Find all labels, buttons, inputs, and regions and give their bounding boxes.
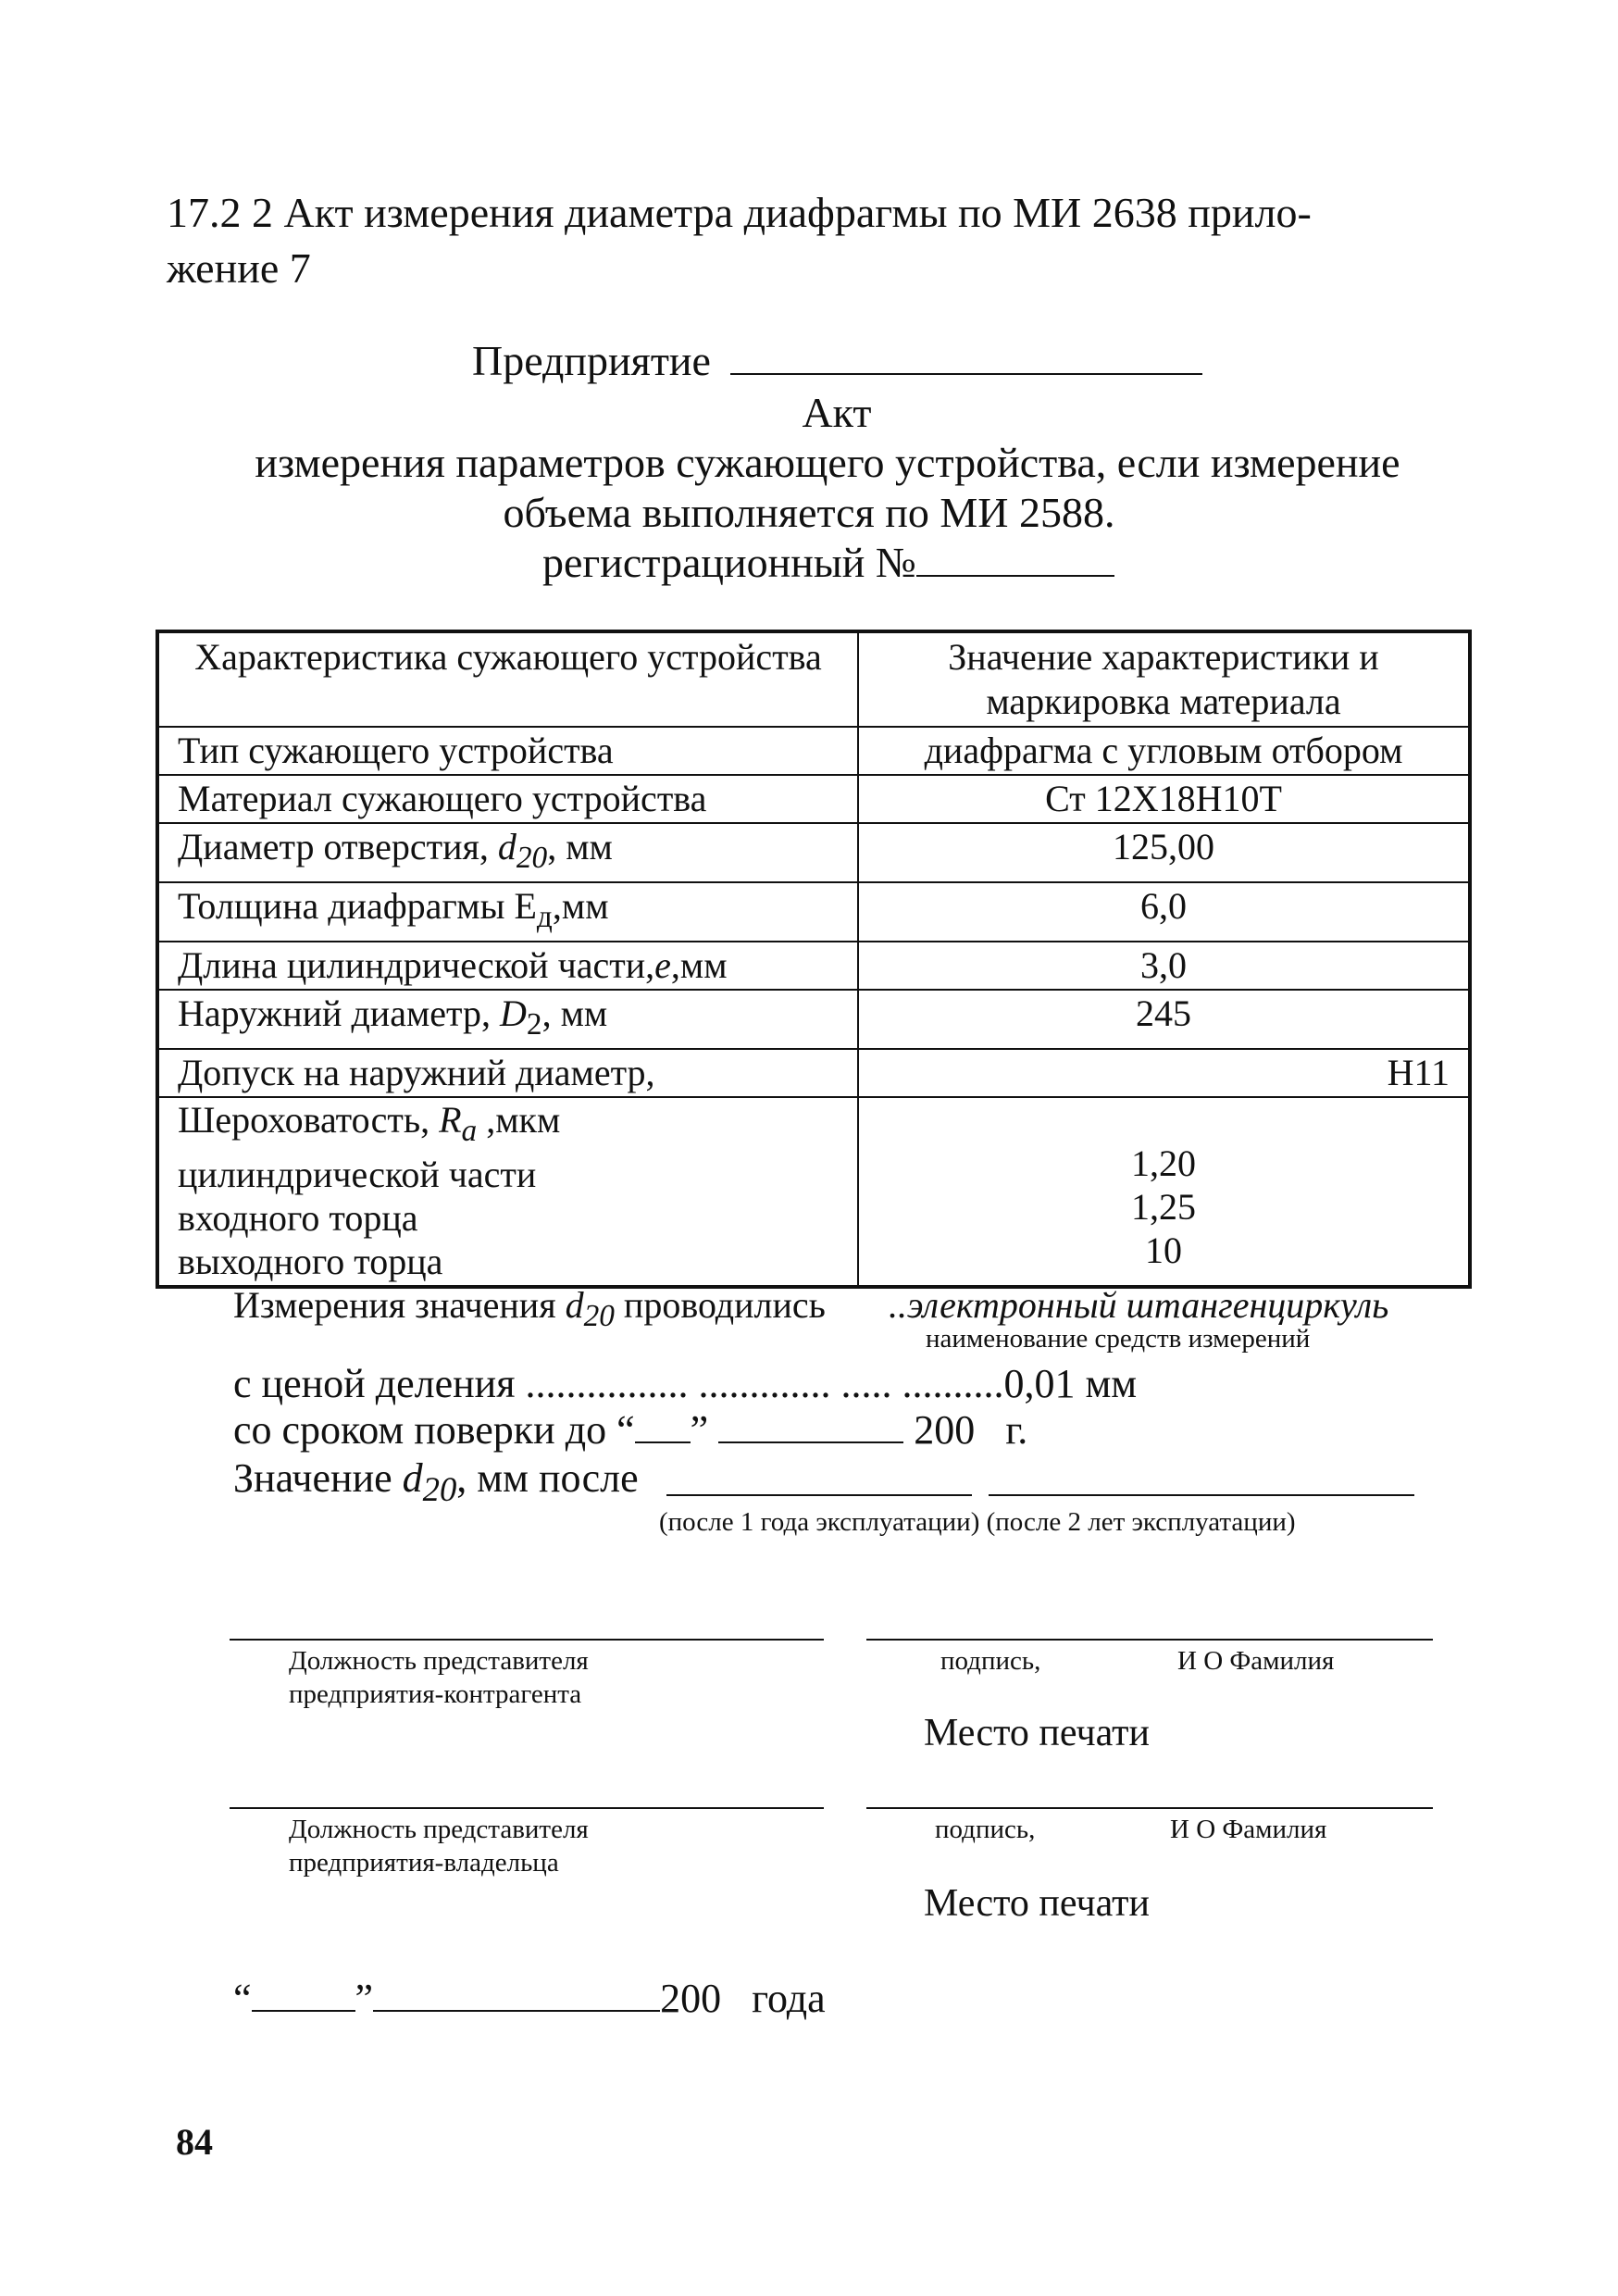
quote-open: “ (233, 1976, 252, 2021)
signature-name-label: И О Фамилия (1170, 1815, 1327, 1844)
division-dots: ................ ............. ..... .......... (525, 1361, 1004, 1406)
date-day-blank[interactable] (252, 2010, 355, 2012)
enterprise-line (472, 335, 1202, 387)
act-title: Акт (802, 389, 872, 436)
registration-blank[interactable] (916, 575, 1114, 577)
table-row (157, 823, 1470, 882)
table-row (157, 775, 1470, 823)
table-row (157, 727, 1470, 775)
header-characteristic: Характеристика сужающего устройства (157, 631, 858, 727)
verification-label: со сроком поверки до (233, 1407, 607, 1453)
registration-line (542, 537, 1114, 589)
after-label: Значение (233, 1455, 403, 1501)
after-year1-blank[interactable] (666, 1494, 972, 1496)
table-header-row (157, 631, 1470, 727)
row-name-text: Длина цилиндрической части, (178, 944, 655, 986)
row-name-text: Диаметр отверстия, (178, 826, 498, 867)
roughness-item-label: выходного торца (178, 1241, 443, 1282)
row-name-text: Допуск на наружний диаметр, (178, 1052, 655, 1093)
quote-close: ” (690, 1407, 709, 1453)
row-name-text: Материал сужающего устройства (178, 778, 707, 819)
signature-position (289, 1813, 589, 1879)
signature-sign-label: подпись, (935, 1815, 1036, 1844)
table-row (157, 942, 1470, 990)
after-caption: (после 1 года эксплуатации) (после 2 лет эксплуатации) (659, 1507, 1296, 1537)
symbol-e: е (654, 944, 671, 986)
verification-month-blank[interactable] (718, 1441, 903, 1443)
row-name (157, 1049, 858, 1097)
division-label: с ценой деления (233, 1361, 516, 1406)
registration-label: регистрационный № (542, 539, 916, 586)
after-year2-blank[interactable] (989, 1494, 1414, 1496)
row-name (157, 775, 858, 823)
division-value: 0,01 мм (1003, 1361, 1138, 1406)
row-name (157, 882, 858, 942)
subscript-20: 20 (422, 1469, 457, 1508)
row-value: 3,0 (858, 942, 1470, 990)
signature-position-rule[interactable] (230, 1639, 824, 1641)
subscript-d: д (536, 900, 553, 934)
row-value: диафрагма с угловым отбором (858, 727, 1470, 775)
act-subtitle-line-1: измерения параметров сужающего устройства, если измерение (255, 439, 1400, 486)
subscript-20: 20 (583, 1299, 615, 1333)
device-parameters-table (156, 630, 1472, 1289)
row-value (858, 1097, 1470, 1287)
row-name-text: Наружний диаметр, (178, 992, 500, 1034)
date-month-blank[interactable] (373, 2010, 660, 2012)
symbol-d: d (565, 1284, 584, 1326)
table-row-roughness (157, 1097, 1470, 1287)
unit-text: ,мм (670, 944, 728, 986)
symbol-d: d (497, 826, 517, 867)
signature-position-rule[interactable] (230, 1807, 824, 1809)
row-value: Ст 12Х18Н10Т (858, 775, 1470, 823)
roughness-item-value: 1,20 (1131, 1142, 1196, 1184)
instrument-value: ..электронный штангенциркуль (889, 1284, 1389, 1326)
division-line (233, 1359, 1137, 1409)
section-heading-line-1: 17.2 2 Акт измерения диаметра диафрагмы по МИ 2638 прило- (167, 189, 1312, 236)
symbol-R: R (439, 1099, 462, 1141)
enterprise-label: Предприятие (472, 337, 711, 384)
date-line (233, 1974, 826, 2024)
unit-text: , мм (541, 992, 608, 1034)
stamp-place: Место печати (924, 1882, 1151, 1925)
measurement-label-post: проводились (614, 1284, 826, 1326)
roughness-title (178, 1098, 839, 1153)
row-value: 245 (858, 990, 1470, 1049)
roughness-title-text: Шероховатость, (178, 1099, 440, 1141)
row-name (157, 942, 858, 990)
signature-name-label: И О Фамилия (1177, 1646, 1335, 1676)
enterprise-blank[interactable] (730, 373, 1202, 375)
signature-sign-label: подпись, (940, 1646, 1041, 1676)
roughness-item-value: 10 (1145, 1229, 1182, 1271)
table-row (157, 990, 1470, 1049)
row-value: 6,0 (858, 882, 1470, 942)
row-name (157, 823, 858, 882)
verification-unit: г. (1005, 1407, 1028, 1453)
row-name (157, 727, 858, 775)
stamp-place: Место печати (924, 1712, 1151, 1754)
position-line-2: предприятия-владельца (289, 1848, 559, 1878)
position-line-1: Должность представителя (289, 1815, 589, 1844)
position-line-2: предприятия-контрагента (289, 1679, 582, 1709)
subscript-2: 2 (526, 1007, 542, 1042)
quote-close: ” (355, 1976, 374, 2021)
row-name (157, 1097, 858, 1287)
symbol-D: D (500, 992, 527, 1034)
verification-day-blank[interactable] (635, 1441, 691, 1443)
roughness-item-label: входного торца (178, 1197, 418, 1239)
table-row (157, 882, 1470, 942)
signature-sign-rule[interactable] (866, 1807, 1433, 1809)
roughness-item-value: 1,25 (1131, 1186, 1196, 1228)
roughness-item-label: цилиндрической части (178, 1154, 537, 1195)
signature-sign-rule[interactable] (866, 1639, 1433, 1641)
header-value: Значение характеристики и маркировка материала (858, 631, 1470, 727)
symbol-d: d (402, 1455, 423, 1501)
row-name (157, 990, 858, 1049)
date-word: года (752, 1976, 826, 2021)
verification-year: 200 (914, 1407, 976, 1453)
unit-text: ,мм (552, 885, 609, 927)
subscript-a: a (461, 1114, 478, 1148)
page-number: 84 (176, 2121, 213, 2163)
section-heading-line-2: жение 7 (167, 244, 311, 292)
unit-text: ,мкм (477, 1099, 561, 1141)
position-line-1: Должность представителя (289, 1646, 589, 1676)
verification-line (233, 1405, 1027, 1455)
row-name-text: Толщина диафрагмы Е (178, 885, 537, 927)
measurement-line (233, 1282, 826, 1340)
row-value: 125,00 (858, 823, 1470, 882)
section-heading (167, 185, 1462, 296)
table-row (157, 1049, 1470, 1097)
after-label-post: , мм после (456, 1455, 639, 1501)
measurement-label: Измерения значения (233, 1284, 566, 1326)
act-subtitle-line-2: объема выполняется по МИ 2588. (503, 489, 1115, 536)
instrument-caption: наименование средств измерений (926, 1324, 1311, 1354)
row-value: Н11 (858, 1049, 1470, 1097)
after-value-line (233, 1454, 639, 1515)
signature-position (289, 1644, 589, 1711)
subscript-20: 20 (516, 841, 548, 875)
quote-open: “ (616, 1407, 635, 1453)
unit-text: , мм (547, 826, 613, 867)
row-name-text: Тип сужающего устройства (178, 730, 614, 771)
date-year: 200 (660, 1976, 722, 2021)
